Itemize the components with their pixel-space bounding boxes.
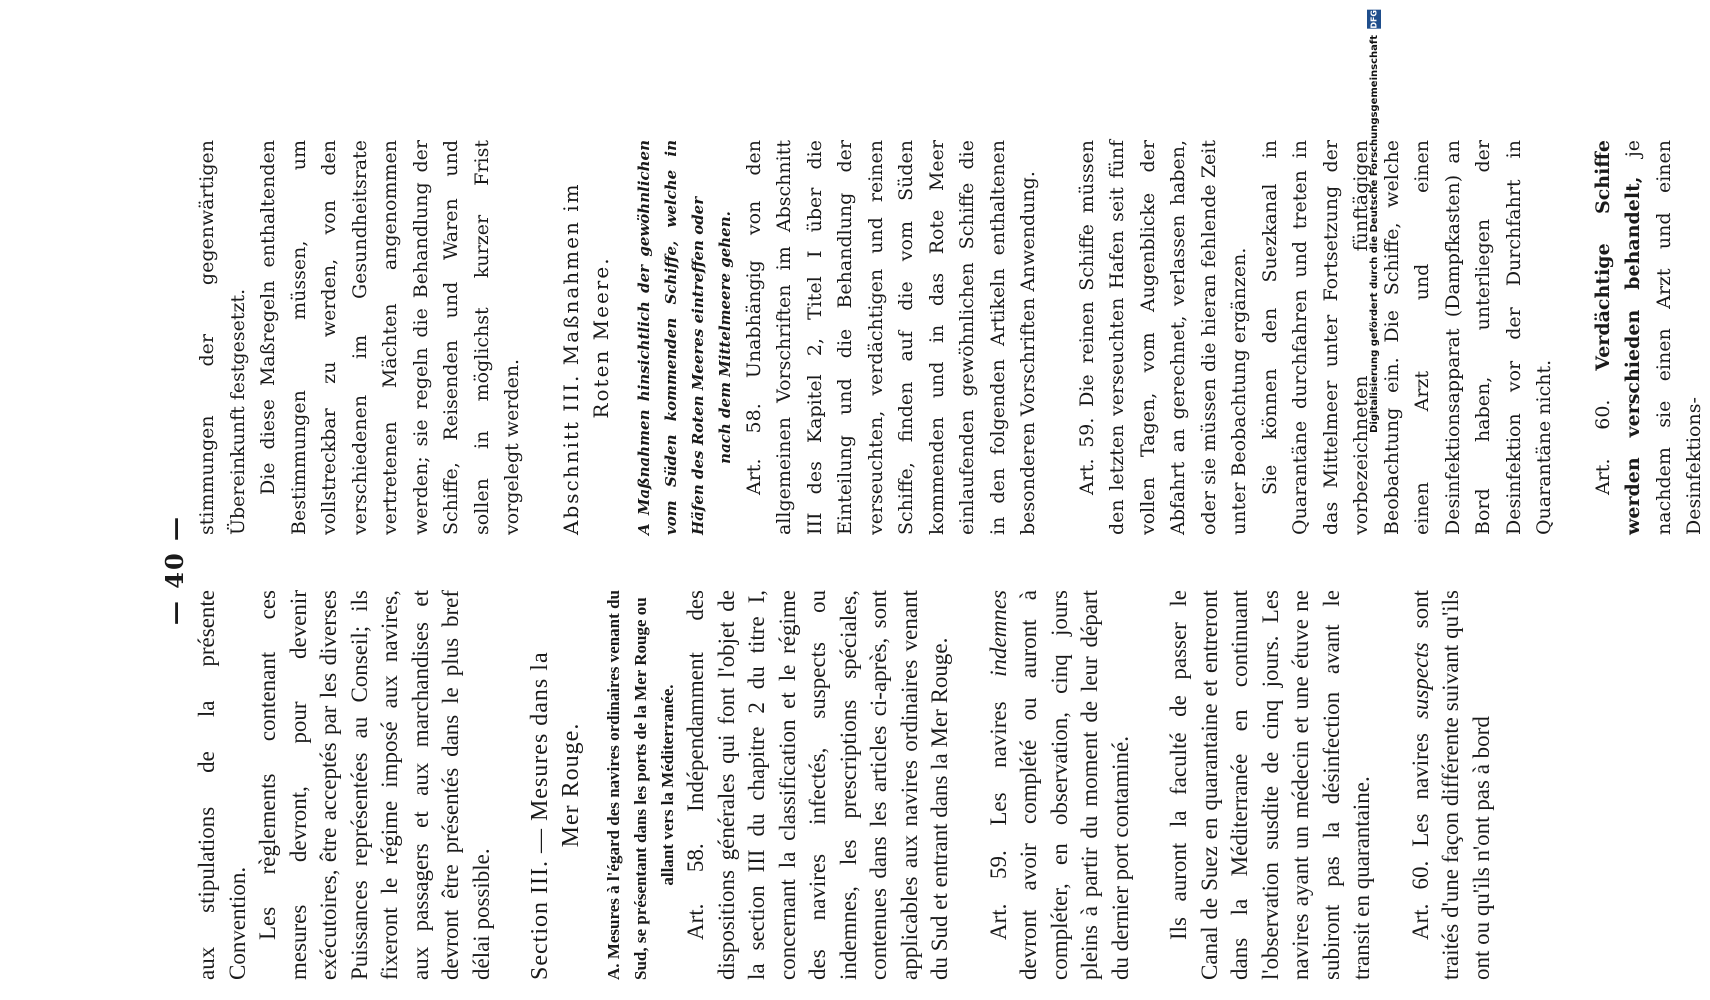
fr-art60-b: sont traités d'une façon différente suivant qu'ils ont ou qu'ils n'ont pas à bord bbox=[1407, 589, 1494, 980]
german-column bbox=[192, 140, 1710, 535]
fr-article-58: Art. 58. Indépendamment des dispositions générales qui font l'objet de la section III du chapitre 2 du titre I, concernant la classification et le régime des navires infectés, suspects ou indemnes, les prescriptions spéciales, contenues dans les articles ci-après, sont applicables aux navires ordinaires venant du Sud et entrant dans la Mer Rouge. bbox=[683, 590, 952, 980]
fr-paragraph-2: Les règlements contenant ces mesures devront, pour devenir exécutoires, être acceptés par les diverses Puissances représentées au Conseil; ils fixeront le régime imposé aux navires, aux passagers et aux marchandises et devront être présentés dans le plus bref délai possible. bbox=[255, 590, 494, 980]
fr-section-title-2: Mer Rouge. bbox=[557, 722, 584, 848]
fr-article-60 bbox=[1406, 590, 1498, 980]
de-article-60 bbox=[1588, 140, 1710, 535]
de-subheading: A Maßnahmen hinsichtlich der gewöhnlichen vom Süden kommenden Schiffe, welche in Häfen des Roten Meeres eintreffen oder bbox=[634, 140, 707, 535]
de-art60-strong: Verdächtige Schiffe werden verschieden behandelt, bbox=[1591, 140, 1644, 535]
dfg-logo-icon: DFG bbox=[1367, 10, 1381, 29]
fr-subheading-2: allant vers la Méditerranée. bbox=[658, 684, 677, 886]
fr-section-title: Section III. — Mesures dans la bbox=[527, 651, 553, 980]
de-subheading-2: nach dem Mittelmeere gehen. bbox=[715, 211, 734, 464]
digitization-note bbox=[1366, 10, 1382, 433]
de-art60-a: Art. 60. bbox=[1591, 399, 1614, 495]
fr-art59-a: Art. 59. Les navires bbox=[985, 701, 1011, 940]
fr-art59-em: indemnes bbox=[985, 590, 1011, 677]
fr-art60-a: Art. 60. Les navires bbox=[1407, 733, 1433, 940]
de-article-59: Art. 59. Die reinen Schiffe müssen den letzten verseuchten Hafen seit fünf vollen Tagen, vom Augenblicke der Abfahrt an gerechnet, verlassen haben, oder sie müssen die hieran fehlende Zeit unter Beobachtung ergänzen. bbox=[1075, 140, 1250, 535]
fr-article-59-p2: Ils auront la faculté de passer le Canal de Suez en quarantaine et entreront dans la Méditerranée en continuant l'observation susdite de cinq jours. Les navires ayant un médecin et une étuve ne subiront pas la désinfection avant le transit en quarantaine. bbox=[1166, 590, 1374, 980]
de-section-title: Abschnitt III. Maßnahmen im bbox=[558, 182, 583, 535]
fr-paragraph-1: aux stipulations de la présente Convention. bbox=[194, 590, 250, 980]
de-art60-b: je nachdem sie einen Arzt und einen Desinfektions- bbox=[1622, 140, 1705, 535]
de-section-title-2: Roten Meere. bbox=[589, 256, 613, 419]
de-paragraph-1: stimmungen der gegenwärtigen Übereinkunft festgesetzt. bbox=[196, 140, 249, 535]
fr-subheading: A. Mesures à l'égard des navires ordinaires venant du Sud, se présentant dans les ports de la Mer Rouge ou bbox=[604, 590, 650, 980]
de-article-59-p2: Sie können den Suezkanal in Quarantäne durchfahren und treten in das Mittelmeer unter Fortsetzung der vorbezeichneten fünftägigen Beobachtung ein. Die Schiffe, welche einen Arzt und einen Desinfektionsapparat (Dampfkasten) an Bord haben, unterliegen der Desinfektion vor der Durchfahrt in Quarantäne nicht. bbox=[1258, 140, 1555, 535]
digitization-text: Digitalisierung gefördert durch die Deutsche Forschungsgemeinschaft bbox=[1368, 34, 1380, 433]
page-number: — 40 — bbox=[160, 514, 189, 626]
fr-art59-b: devront avoir complété ou auront à compléter, en observation, cinq jours pleins à partir du moment de leur départ du dernier port contaminé. bbox=[1016, 590, 1133, 980]
de-article-58: Art. 58. Unabhängig von den allgemeinen Vorschriften im Abschnitt III des Kapitel 2, Titel I über die Einteilung und die Behandlung der verseuchten, verdächtigen und reinen Schiffe, finden auf die vom Süden kommenden und in das Rote Meer einlaufenden gewöhnlichen Schiffe die in den folgenden Artikeln enthaltenen besonderen Vorschriften Anwendung. bbox=[742, 140, 1039, 535]
french-column bbox=[192, 590, 1497, 980]
fr-article-59 bbox=[984, 590, 1137, 980]
de-paragraph-2: Die diese Maßregeln enthaltenden Bestimmungen müssen, um vollstreckbar zu werden, von den verschiedenen im Gesundheitsrate vertretenen Mächten angenommen werden; sie regeln die Behandlung der Schiffe, Reisenden und Waren und sollen in möglichst kurzer Frist vorgelegt werden. bbox=[257, 140, 523, 535]
fr-art60-em: suspects bbox=[1407, 642, 1433, 720]
